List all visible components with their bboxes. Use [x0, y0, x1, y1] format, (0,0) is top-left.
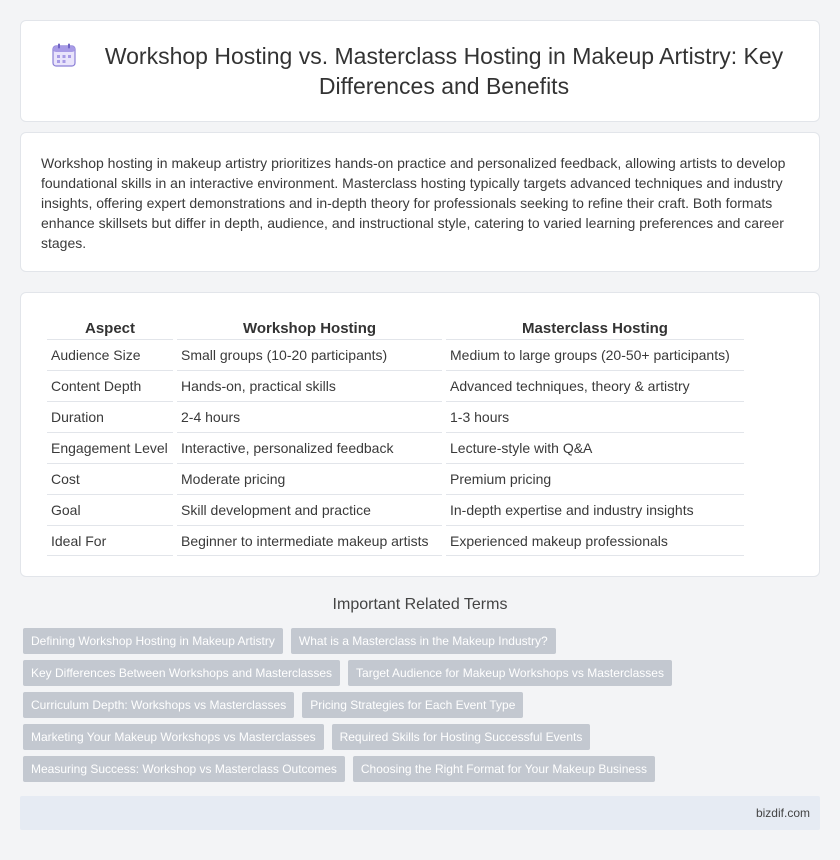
cell-masterclass: Lecture-style with Q&A — [446, 432, 744, 463]
related-term-tag[interactable]: What is a Masterclass in the Makeup Industry? — [291, 628, 556, 654]
cell-workshop: Skill development and practice — [177, 494, 442, 525]
table-row — [47, 432, 744, 463]
table-row — [47, 494, 744, 525]
cell-aspect: Goal — [47, 494, 173, 525]
table-row — [47, 525, 744, 556]
table-row — [47, 463, 744, 494]
intro-card — [20, 132, 820, 272]
cell-masterclass: In-depth expertise and industry insights — [446, 494, 744, 525]
header-workshop: Workshop Hosting — [242, 319, 377, 337]
cell-workshop: Beginner to intermediate makeup artists — [177, 525, 442, 556]
related-term-tag[interactable]: Defining Workshop Hosting in Makeup Artistry — [23, 628, 283, 654]
header-aspect: Aspect — [84, 319, 136, 337]
related-term-tag[interactable]: Target Audience for Makeup Workshops vs Masterclasses — [348, 660, 672, 686]
cell-workshop: Small groups (10-20 participants) — [177, 339, 442, 370]
table-row — [47, 339, 744, 370]
cell-masterclass: Advanced techniques, theory & artistry — [446, 370, 744, 401]
cell-masterclass: Premium pricing — [446, 463, 744, 494]
table-header-row — [47, 315, 744, 339]
related-term-tag[interactable]: Measuring Success: Workshop vs Masterclass Outcomes — [23, 756, 345, 782]
comparison-table — [43, 315, 748, 556]
footer-site-link[interactable]: bizdif.com — [755, 806, 810, 820]
related-terms-list — [23, 628, 823, 788]
cell-aspect: Audience Size — [47, 339, 173, 370]
table-row — [47, 370, 744, 401]
related-term-tag[interactable]: Marketing Your Makeup Workshops vs Masterclasses — [23, 724, 324, 750]
cell-workshop: 2-4 hours — [177, 401, 442, 432]
cell-aspect: Cost — [47, 463, 173, 494]
intro-paragraph: Workshop hosting in makeup artistry prioritizes hands-on practice and personalized feedback, allowing artists to develop foundational skills in an interactive environment. Masterclass hosting typically targets advanced techniques and industry insights, offering expert demonstrations and in-depth theory for professionals seeking to refine their craft. Both formats enhance skillsets but differ in depth, audience, and instructional style, catering to varied learning preferences and career stages. — [41, 155, 786, 251]
cell-aspect: Content Depth — [47, 370, 173, 401]
cell-workshop: Hands-on, practical skills — [177, 370, 442, 401]
related-term-tag[interactable]: Pricing Strategies for Each Event Type — [302, 692, 523, 718]
related-term-tag[interactable]: Curriculum Depth: Workshops vs Masterclasses — [23, 692, 294, 718]
table-row — [47, 401, 744, 432]
related-term-tag[interactable]: Key Differences Between Workshops and Masterclasses — [23, 660, 340, 686]
header-masterclass: Masterclass Hosting — [522, 319, 668, 337]
cell-workshop: Moderate pricing — [177, 463, 442, 494]
related-term-tag[interactable]: Required Skills for Hosting Successful Events — [332, 724, 591, 750]
cell-masterclass: 1-3 hours — [446, 401, 744, 432]
calendar-icon — [51, 42, 77, 68]
page-title: Workshop Hosting vs. Masterclass Hosting in Makeup Artistry: Key Differences and Benefits — [104, 43, 784, 99]
cell-aspect: Engagement Level — [47, 432, 173, 463]
cell-aspect: Ideal For — [47, 525, 173, 556]
related-terms-heading: Important Related Terms — [332, 596, 508, 613]
cell-masterclass: Medium to large groups (20-50+ participants) — [446, 339, 744, 370]
footer — [20, 796, 820, 830]
cell-workshop: Interactive, personalized feedback — [177, 432, 442, 463]
related-term-tag[interactable]: Choosing the Right Format for Your Makeup Business — [353, 756, 655, 782]
comparison-card — [20, 292, 820, 577]
cell-aspect: Duration — [47, 401, 173, 432]
header-card — [20, 20, 820, 122]
cell-masterclass: Experienced makeup professionals — [446, 525, 744, 556]
